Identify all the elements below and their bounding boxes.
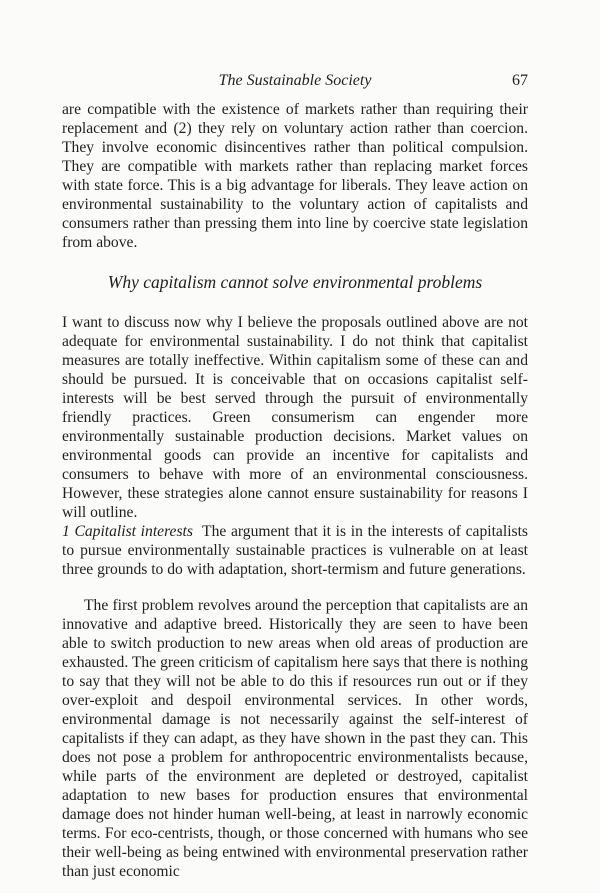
paragraph-text: The first problem revolves around the perception that capitalists are an innovative and adaptive breed. Historically they are seen to have been able to switch production to new areas when old areas of production are exhausted. The green criticism of capitalism here says that there is nothing to say that they will not be able to do this if resources run out or if they over-exploit and despoil environmental services. In other words, environmental damage is not necessarily against the self-interest of capitalists if they can adapt, as they have shown in the past they can. This does not pose a problem for anthropocentric environmentalists because, while parts of the environment are depleted or destroyed, capitalist adaptation to new bases for production ensures that environmental damage does not hinder human well-being, at least in narrowly economic terms. For eco-centrists, though, or those concerned with humans who see their well-being as being entwined with environmental preservation rather than just economic [62,597,528,880]
paragraph-text: are compatible with the existence of markets rather than requiring their replacement and (2) they rely on voluntary action rather than coercion. They involve economic disincentives rather than political compulsion. They are compatible with markets rather than replacing market forces with state force. This is a big advantage for liberals. They leave action on environmental sustainability to the voluntary action of capitalists and consumers rather than pressing them into line by coercive state legislation from above. [62,101,528,251]
page-number: 67 [512,72,528,89]
paragraph-intro [62,313,528,522]
running-header [62,70,528,92]
paragraph-text: I want to discuss now why I believe the proposals outlined above are not adequate for environmental sustainability. I do not think that capitalist measures are totally ineffective. Within capitalism some of these can and should be pursued. It is conceivable that on occasions capitalist self-interests will be best served through the pursuit of environmentally friendly practices. Green consumerism can engender more environmentally sustainable production decisions. Market values on environmental goods can provide an incentive for capitalists and consumers to behave with more of an environmental consciousness. However, these strategies alone cannot ensure sustainability for reasons I will outline. [62,314,528,521]
paragraph-continuation [62,100,528,252]
section-heading: Why capitalism cannot solve environmental problems [107,272,483,292]
subheading: 1 Capitalist interests [62,523,193,540]
running-title: The Sustainable Society [218,72,372,89]
paragraph-capitalist-interests [62,522,528,579]
paragraph-first-problem [62,596,528,881]
paragraph-text: The argument that it is in the interests of capitalists to pursue environmentally sustainable practices is vulnerable on at least three grounds to do with adaptation, short-termism and future generations. [62,523,528,578]
